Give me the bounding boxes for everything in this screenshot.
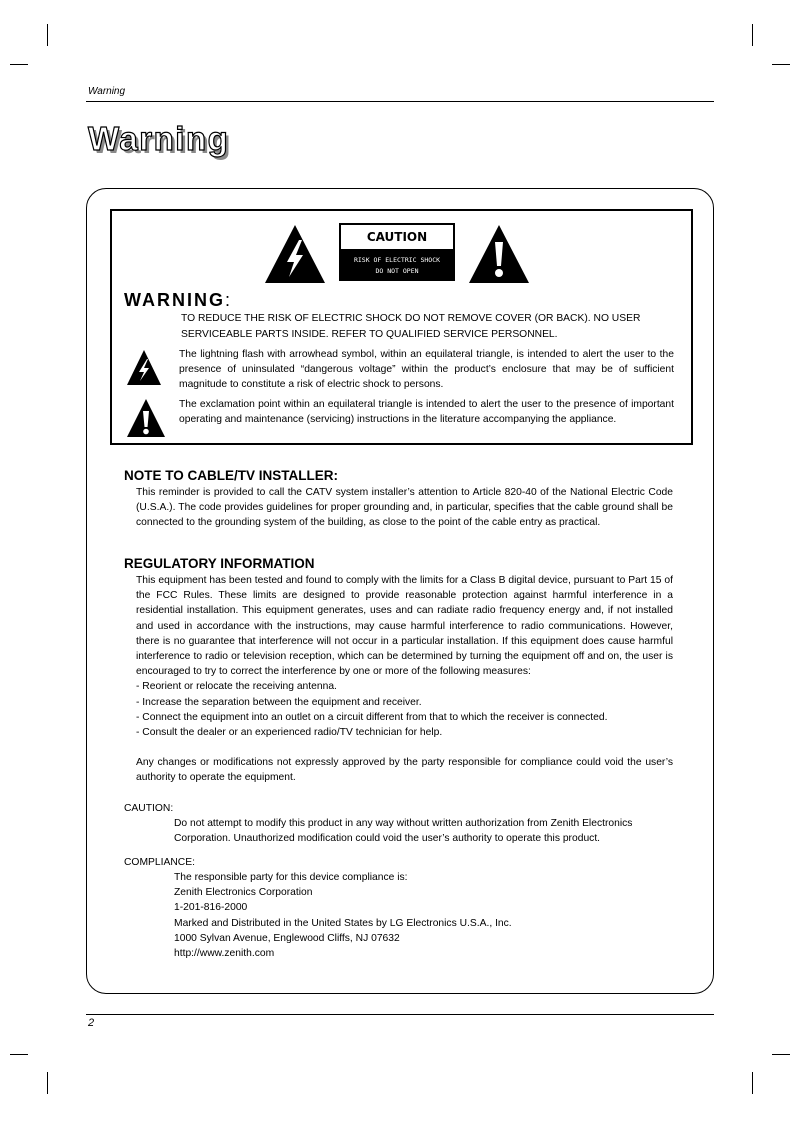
lightning-symbol-icon [126,347,162,387]
compliance-line: 1-201-816-2000 [174,902,248,914]
regulatory-paragraph: This equipment has been tested and found to comply with the limits for a Class B digital device, pursuant to Part 15 of the FCC Rules. These limits are designed to provide reasonable protection against harmful interference in a residential installation. This equipment generates, uses and can radiate radio frequency energy and, if not installed and used in accordance with the instructions, may cause harmful interference to radio communications. However, there is no guarantee that interference will not occur in a particular installation. If this equipment does cause harmful interference to radio or television reception, which can be determined by turning the equipment off and on, the user is encouraged to try to correct the interference by one or more of the following measures: [136,575,673,678]
warning-text: TO REDUCE THE RISK OF ELECTRIC SHOCK DO NOT REMOVE COVER (OR BACK). NO USER SERVICEABLE PARTS INSIDE. REFER TO QUALIFIED SERVICE PERSONNEL. [181,313,641,340]
crop-mark [752,24,753,46]
crop-mark [47,1072,48,1094]
lightning-symbol-text: The lightning flash with arrowhead symbol, within an equilateral triangle, is intended to alert the user to the presence of uninsulated “dangerous voltage” within the product’s enclosure that may be of sufficient magnitude to constitute a risk of electric shock to persons. [179,349,674,390]
exclamation-symbol-text: The exclamation point within an equilateral triangle is intended to alert the user to the presence of important operating and maintenance (servicing) instructions in the literature accompanying the appliance. [179,399,674,425]
warning-heading-colon: : [225,290,233,310]
crop-mark [752,1072,753,1094]
regulatory-heading: REGULATORY INFORMATION [124,556,315,571]
header-rule [86,101,714,102]
compliance-line: Marked and Distributed in the United States by LG Electronics U.S.A., Inc. [174,917,512,929]
compliance-line: Zenith Electronics Corporation [174,887,313,899]
caution-label-title: CAUTION [339,223,455,251]
warning-heading-text: WARNING [124,290,225,310]
regulatory-changes-paragraph: Any changes or modifications not expressly approved by the party responsible for compliance could void the user’s authority to operate the equipment. [136,757,673,784]
exclamation-symbol-icon [126,397,166,439]
caution-heading: CAUTION: [124,803,174,814]
compliance-line: The responsible party for this device compliance is: [174,872,408,883]
compliance-url[interactable]: http://www.zenith.com [174,948,275,960]
regulatory-measure: - Connect the equipment into an outlet on a circuit different from that to which the receiver is connected. [136,711,608,723]
regulatory-measure: - Increase the separation between the equipment and receiver. [136,696,422,708]
running-header: Warning [88,86,126,97]
note-cable-paragraph: This reminder is provided to call the CATV system installer’s attention to Article 820-40 of the National Electric Code (U.S.A.). The code provides guidelines for proper grounding and, in particular, specifies that the cable ground shall be connected to the grounding system of the building, as close to the point of the cable entry as practical. [136,487,673,529]
crop-mark [772,64,790,65]
caution-subtitle-line: DO NOT OPEN [375,267,419,275]
regulatory-measure: - Consult the dealer or an experienced radio/TV technician for help. [136,727,443,739]
regulatory-measure: - Reorient or relocate the receiving antenna. [136,681,337,693]
caution-line: Do not attempt to modify this product in any way without written authorization from Zenith Electronics [174,818,633,829]
crop-mark [47,24,48,46]
page-number: 2 [88,1017,95,1029]
crop-mark [10,1054,28,1055]
warning-heading [124,290,232,311]
crop-mark [10,64,28,65]
note-cable-text [136,485,673,531]
footer-rule [86,1014,714,1015]
note-cable-heading: NOTE TO CABLE/TV INSTALLER: [124,468,338,483]
compliance-line: 1000 Sylvan Avenue, Englewood Cliffs, NJ 07632 [174,932,400,944]
caution-label-graphic [263,222,536,286]
compliance-text [174,870,512,961]
caution-line: Corporation. Unauthorized modification could void the user’s authority to operate this product. [174,833,601,845]
compliance-heading: COMPLIANCE: [124,857,195,868]
regulatory-text [136,573,673,786]
caution-label-subtitle [339,251,455,281]
page-title: Warning [88,120,230,157]
caution-text [174,816,632,846]
caution-subtitle-line: RISK OF ELECTRIC SHOCK [353,256,441,264]
crop-mark [772,1054,790,1055]
